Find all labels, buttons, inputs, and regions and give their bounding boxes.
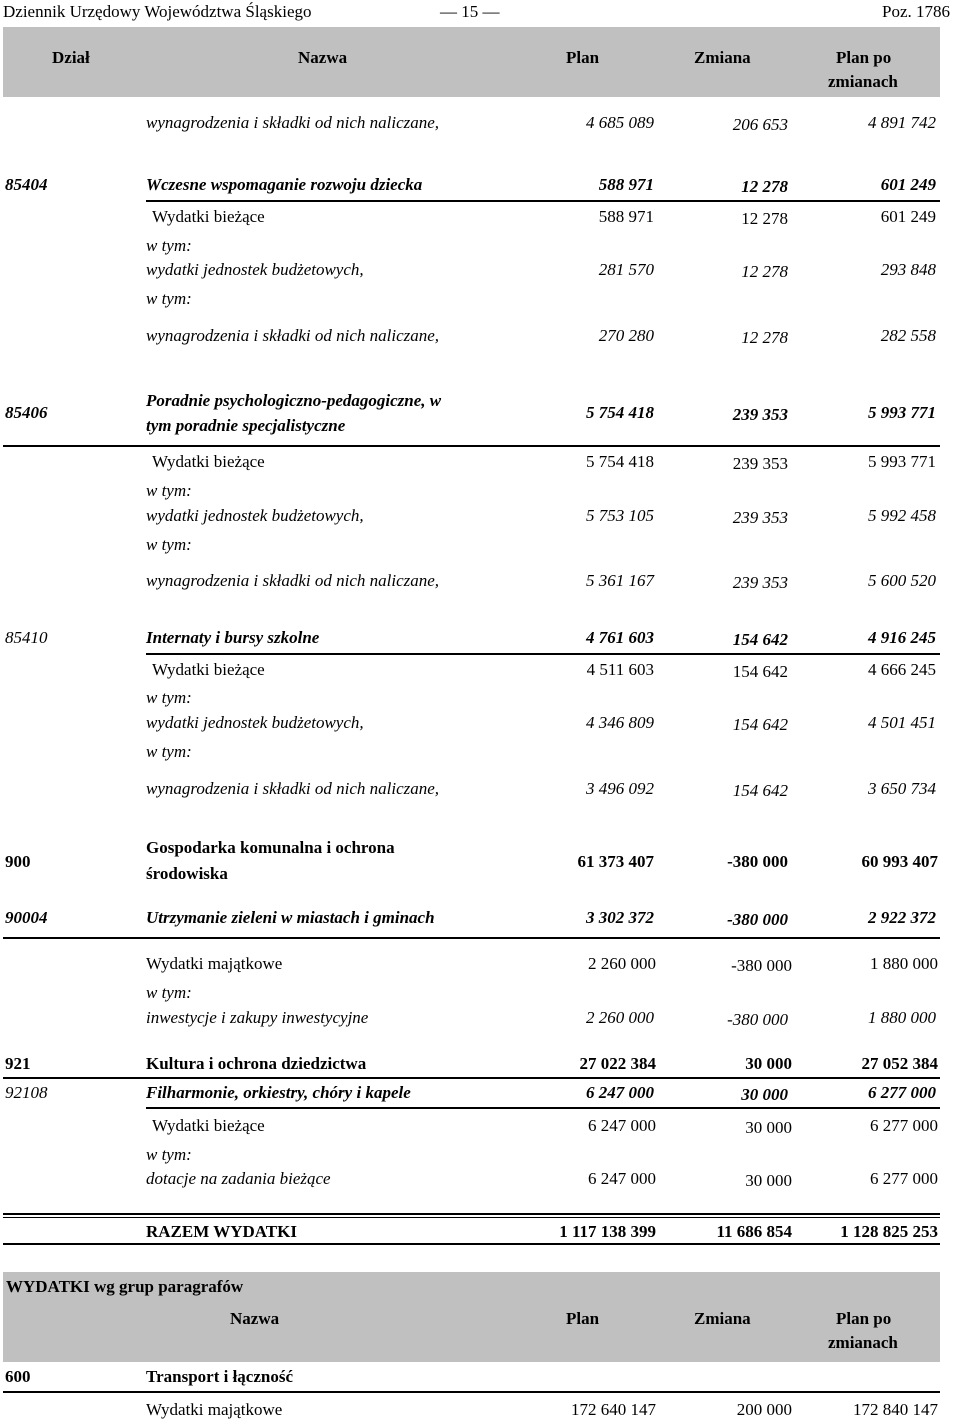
row-plan: 4 685 089 — [586, 113, 654, 132]
section2-col-zmiana: Zmiana — [694, 1309, 751, 1328]
row-plan-po: 1 880 000 — [868, 1008, 936, 1027]
row-plan: 281 570 — [598, 260, 654, 279]
row-plan: 5 754 418 — [586, 452, 654, 471]
row-plan-po: 601 249 — [880, 175, 936, 194]
row-plan-po: 6 277 000 — [870, 1169, 938, 1188]
row-plan: 2 260 000 — [586, 1008, 654, 1027]
row-plan-po: 5 600 520 — [868, 571, 936, 590]
row-dzial: 85410 — [5, 628, 48, 647]
section2-col-plan-po-2: zmianach — [828, 1333, 898, 1352]
row-plan: 4 511 603 — [586, 660, 654, 679]
row-zmiana: 154 642 — [732, 662, 788, 681]
row-name: wynagrodzenia i składki od nich naliczane, — [146, 326, 440, 345]
row-zmiana: 239 353 — [732, 573, 788, 592]
row-plan: 3 496 092 — [586, 779, 654, 798]
row-zmiana: 239 353 — [732, 405, 788, 424]
row-plan: 588 971 — [598, 175, 654, 194]
row-plan: 6 247 000 — [588, 1169, 656, 1188]
row-plan-po: 5 993 771 — [868, 403, 936, 422]
row-plan-po: 4 501 451 — [868, 713, 936, 732]
row-plan-po: 4 891 742 — [868, 113, 936, 132]
row-plan-po: 172 840 147 — [853, 1400, 938, 1419]
row-name: Wydatki bieżące — [152, 452, 265, 471]
row-plan-po: 27 052 384 — [861, 1054, 938, 1073]
page-number: — 15 — — [440, 2, 500, 21]
row-plan-po: 2 922 372 — [868, 908, 936, 927]
section2-col-nazwa: Nazwa — [230, 1309, 280, 1328]
row-name: wydatki jednostek budżetowych, — [146, 506, 364, 525]
row-name: Wczesne wspomaganie rozwoju dziecka — [146, 175, 423, 194]
row-dzial: 900 — [5, 852, 31, 871]
row-zmiana: 12 278 — [741, 262, 788, 281]
row-dzial: 600 — [5, 1367, 31, 1386]
row-name: Wydatki bieżące — [152, 1116, 265, 1135]
col-header-dzial: Dział — [52, 48, 90, 67]
row-name: w tym: — [146, 236, 192, 255]
row-zmiana: 12 278 — [741, 209, 788, 228]
row-plan: 172 640 147 — [571, 1400, 656, 1419]
col-header-nazwa: Nazwa — [298, 48, 348, 67]
total-plan: 1 117 138 399 — [559, 1222, 656, 1241]
row-name: wynagrodzenia i składki od nich naliczane, — [146, 571, 440, 590]
row-name: wydatki jednostek budżetowych, — [146, 260, 364, 279]
row-name: w tym: — [146, 289, 192, 308]
row-plan: 5 753 105 — [586, 506, 654, 525]
row-divider — [146, 653, 940, 655]
total-label: RAZEM WYDATKI — [146, 1222, 297, 1241]
row-plan-po: 1 880 000 — [870, 954, 938, 973]
section2-col-plan: Plan — [566, 1309, 600, 1328]
row-zmiana: 154 642 — [732, 715, 788, 734]
row-plan-po: 5 992 458 — [868, 506, 936, 525]
row-zmiana: 200 000 — [736, 1400, 792, 1419]
row-divider — [3, 937, 940, 939]
row-zmiana: 30 000 — [741, 1085, 788, 1104]
row-name: w tym: — [146, 742, 192, 761]
row-zmiana: 12 278 — [741, 328, 788, 347]
row-name-cont: środowiska — [146, 864, 228, 883]
row-name: Wydatki majątkowe — [146, 954, 283, 973]
row-plan: 6 247 000 — [586, 1083, 654, 1102]
row-plan: 588 971 — [598, 207, 654, 226]
row-plan: 270 280 — [598, 326, 654, 345]
row-plan: 2 260 000 — [588, 954, 656, 973]
row-divider — [3, 445, 940, 447]
row-plan-po: 3 650 734 — [868, 779, 936, 798]
row-zmiana: 30 000 — [745, 1171, 792, 1190]
row-zmiana: 239 353 — [732, 454, 788, 473]
row-name: Filharmonie, orkiestry, chóry i kapele — [146, 1083, 411, 1102]
row-divider — [3, 1391, 940, 1393]
row-name: dotacje na zadania bieżące — [146, 1169, 331, 1188]
row-name: Wydatki majątkowe — [146, 1400, 283, 1419]
row-plan-po: 5 993 771 — [868, 452, 936, 471]
total-zmiana: 11 686 854 — [716, 1222, 792, 1241]
row-plan-po: 282 558 — [880, 326, 936, 345]
col-header-plan-po-2: zmianach — [828, 72, 898, 91]
row-divider — [146, 1107, 940, 1109]
row-name: wynagrodzenia i składki od nich naliczane, — [146, 113, 440, 132]
col-header-plan: Plan — [566, 48, 600, 67]
row-name: Wydatki bieżące — [152, 660, 265, 679]
row-zmiana: -380 000 — [731, 956, 792, 975]
row-zmiana: -380 000 — [727, 852, 788, 871]
row-name: Wydatki bieżące — [152, 207, 265, 226]
row-plan: 5 361 167 — [586, 571, 654, 590]
row-plan-po: 60 993 407 — [861, 852, 938, 871]
row-zmiana: 12 278 — [741, 177, 788, 196]
row-zmiana: 239 353 — [732, 508, 788, 527]
row-name: inwestycje i zakupy inwestycyjne — [146, 1008, 369, 1027]
row-name: Poradnie psychologiczno-pedagogiczne, w — [146, 391, 442, 410]
row-dzial: 921 — [5, 1054, 31, 1073]
row-name-cont: tym poradnie specjalistyczne — [146, 416, 346, 435]
row-zmiana: 206 653 — [732, 115, 788, 134]
row-plan: 5 754 418 — [586, 403, 654, 422]
row-name: w tym: — [146, 983, 192, 1002]
row-zmiana: 154 642 — [732, 630, 788, 649]
row-name: wynagrodzenia i składki od nich naliczane, — [146, 779, 440, 798]
row-dzial: 92108 — [5, 1083, 48, 1102]
section2-title: WYDATKI wg grup paragrafów — [6, 1277, 244, 1296]
row-plan: 61 373 407 — [577, 852, 654, 871]
total-divider-top-2 — [3, 1217, 940, 1218]
row-zmiana: 154 642 — [732, 781, 788, 800]
row-name: w tym: — [146, 1145, 192, 1164]
position-number: Poz. 1786 — [882, 2, 950, 21]
section2-col-plan-po: Plan po — [836, 1309, 892, 1328]
row-name: Kultura i ochrona dziedzictwa — [146, 1054, 367, 1073]
row-name: Gospodarka komunalna i ochrona — [146, 838, 395, 857]
total-divider-top — [3, 1213, 940, 1215]
row-plan: 4 761 603 — [586, 628, 654, 647]
row-zmiana: -380 000 — [727, 1010, 788, 1029]
row-dzial: 90004 — [5, 908, 48, 927]
row-name: Internaty i bursy szkolne — [146, 628, 320, 647]
row-name: Utrzymanie zieleni w miastach i gminach — [146, 908, 435, 927]
total-plan-po: 1 128 825 253 — [840, 1222, 938, 1241]
row-name: wydatki jednostek budżetowych, — [146, 713, 364, 732]
row-plan-po: 4 666 245 — [868, 660, 936, 679]
row-dzial: 85406 — [5, 403, 48, 422]
row-zmiana: -380 000 — [727, 910, 788, 929]
row-plan: 6 247 000 — [588, 1116, 656, 1135]
row-dzial: 85404 — [5, 175, 48, 194]
row-plan: 3 302 372 — [586, 908, 654, 927]
row-divider — [3, 1077, 940, 1079]
table-header-background — [3, 27, 940, 97]
row-divider — [146, 200, 940, 202]
row-plan-po: 6 277 000 — [868, 1083, 936, 1102]
total-divider-bottom — [3, 1243, 940, 1245]
row-plan-po: 601 249 — [880, 207, 936, 226]
row-zmiana: 30 000 — [745, 1118, 792, 1137]
row-plan-po: 293 848 — [880, 260, 936, 279]
row-name: w tym: — [146, 535, 192, 554]
col-header-plan-po: Plan po — [836, 48, 892, 67]
journal-title: Dziennik Urzędowy Województwa Śląskiego — [3, 2, 312, 21]
row-plan: 4 346 809 — [586, 713, 654, 732]
row-name: Transport i łączność — [146, 1367, 294, 1386]
row-zmiana: 30 000 — [745, 1054, 792, 1073]
col-header-zmiana: Zmiana — [694, 48, 751, 67]
row-name: w tym: — [146, 688, 192, 707]
row-name: w tym: — [146, 481, 192, 500]
row-plan: 27 022 384 — [579, 1054, 656, 1073]
row-plan-po: 6 277 000 — [870, 1116, 938, 1135]
row-plan-po: 4 916 245 — [868, 628, 936, 647]
